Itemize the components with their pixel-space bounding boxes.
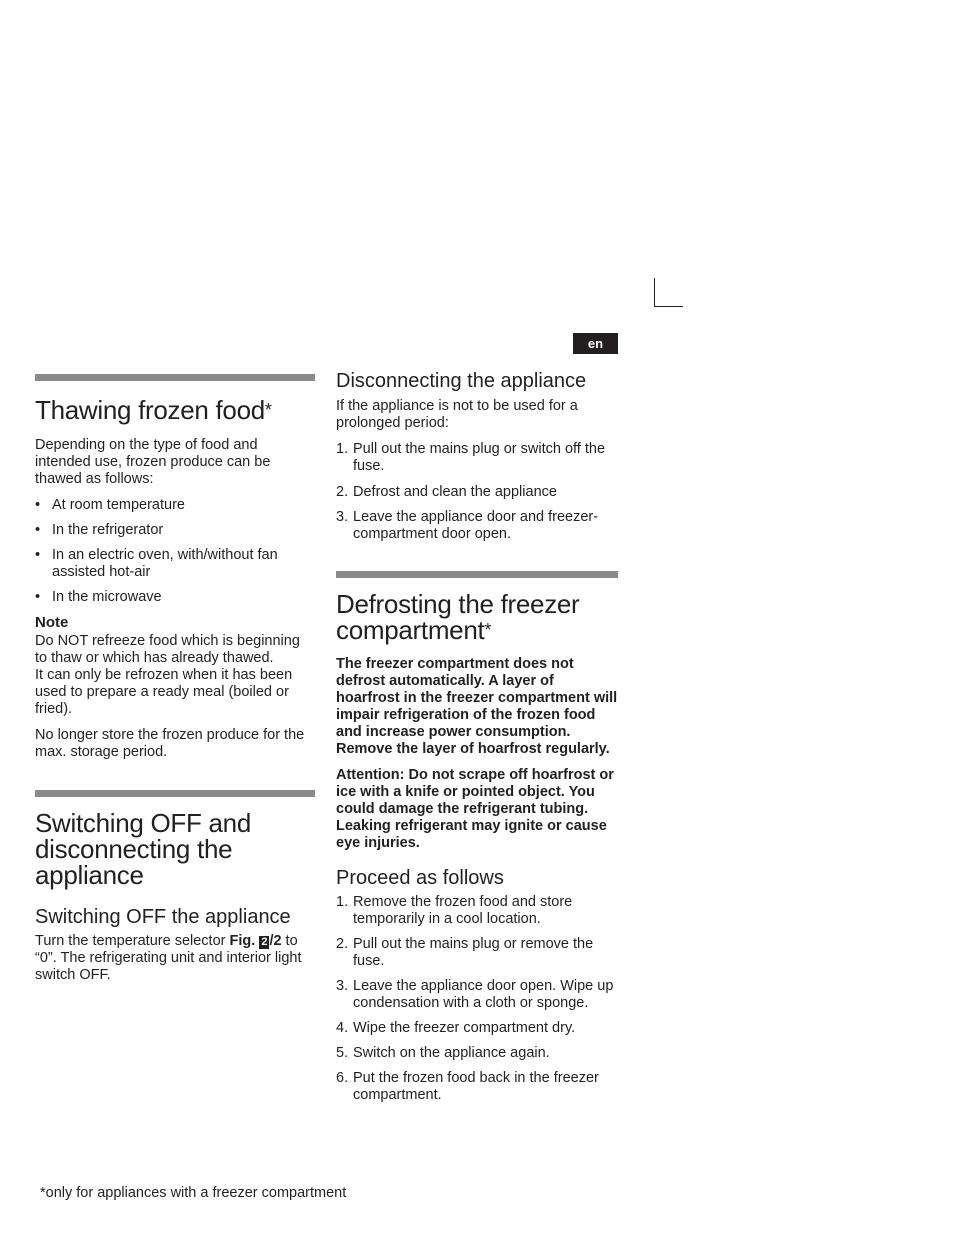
defrosting-attention: Attention: Do not scrape off hoarfrost or ice with a knife or pointed object. You could damage the refrigerant tubing. Leaking refrigerant may ignite or cause eye injuries. <box>336 767 614 851</box>
list-item: • At room temperature <box>35 497 185 513</box>
language-badge: en <box>573 333 618 354</box>
footnote: *only for appliances with a freezer compartment <box>40 1185 347 1201</box>
list-item: 2. Defrost and clean the appliance <box>336 484 557 500</box>
note-text: Do NOT refreeze food which is beginning to thaw or which has already thawed. <box>35 633 300 666</box>
crop-mark <box>654 278 655 307</box>
disconnecting-title: Disconnecting the appliance <box>336 370 587 392</box>
right-column <box>336 370 618 1104</box>
left-column <box>35 374 315 984</box>
disconnecting-steps <box>336 441 618 543</box>
list-item: 1. Remove the frozen food and store temporarily in a cool location. <box>336 894 573 927</box>
list-item: • In an electric oven, with/without fan assisted hot-air <box>35 547 278 580</box>
thawing-intro: Depending on the type of food and intended use, frozen produce can be thawed as follows: <box>35 437 271 487</box>
switching-off-text: Turn the temperature selector Fig. 2 /2 to “0”. The refrigerating unit and interior light switch OFF. <box>35 933 302 983</box>
note-text: No longer store the frozen produce for the max. storage period. <box>35 727 305 760</box>
disconnecting-intro: If the appliance is not to be used for a prolonged period: <box>336 398 578 431</box>
defrosting-steps <box>336 894 618 1104</box>
section-rule <box>35 790 315 797</box>
note-text: It can only be refrozen when it has been used to prepare a ready meal (boiled or fried). <box>35 667 293 717</box>
switching-off-subtitle: Switching OFF the appliance <box>35 906 291 928</box>
crop-mark <box>654 306 683 307</box>
list-item: 4. Wipe the freezer compartment dry. <box>336 1020 576 1036</box>
switching-title: Switching OFF and disconnecting the appliance <box>35 808 251 890</box>
defrosting-warning: The freezer compartment does not defrost automatically. A layer of hoarfrost in the freezer compartment will impair refrigeration of the frozen food and increase power consumption. Remove the layer of hoarfrost regularly. <box>336 656 618 757</box>
list-item: 1. Pull out the mains plug or switch off the fuse. <box>336 441 606 474</box>
list-item: 6. Put the frozen food back in the freezer compartment. <box>336 1070 599 1103</box>
list-item: • In the microwave <box>35 589 162 605</box>
defrosting-title: Defrosting the freezer compartment* <box>336 589 580 645</box>
proceed-title: Proceed as follows <box>336 867 504 889</box>
list-item: 3. Leave the appliance door open. Wipe up condensation with a cloth or sponge. <box>336 978 614 1011</box>
figure-number-badge: 2 <box>261 936 268 948</box>
list-item: • In the refrigerator <box>35 522 164 538</box>
list-item: 5. Switch on the appliance again. <box>336 1045 550 1061</box>
section-rule <box>35 374 315 381</box>
section-rule <box>336 571 618 578</box>
list-item: 2. Pull out the mains plug or remove the fuse. <box>336 936 594 969</box>
note-heading: Note <box>35 614 69 631</box>
thawing-methods-list <box>35 497 315 606</box>
thawing-title: Thawing frozen food* <box>35 395 272 425</box>
list-item: 3. Leave the appliance door and freezer-compartment door open. <box>336 509 599 542</box>
